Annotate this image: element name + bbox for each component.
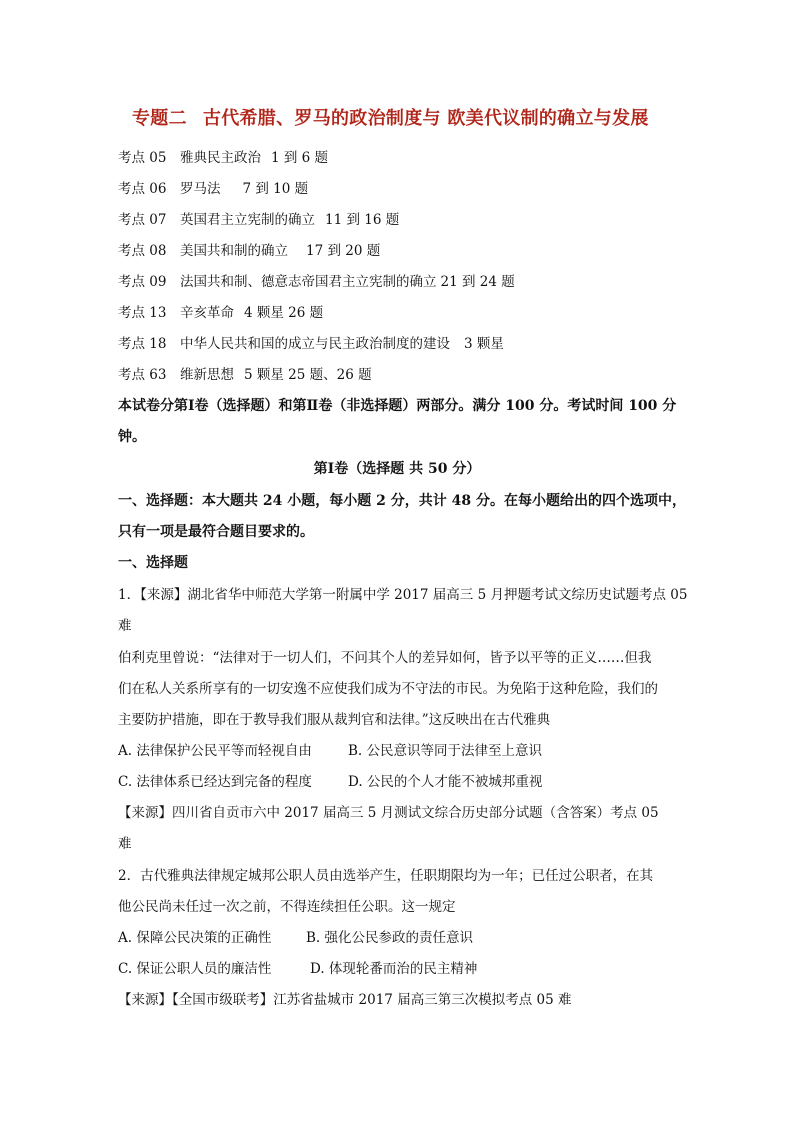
kaodian-row [118, 332, 504, 352]
kaodian-code: 考点 07 [118, 212, 167, 228]
kaodian-row [118, 177, 308, 197]
q1-option-c: C. 法律体系已经达到完备的程度 [118, 774, 312, 790]
kaodian-row [118, 363, 372, 383]
kaodian-code: 考点 08 [118, 243, 167, 259]
kaodian-range: 1 到 6 题 [271, 150, 329, 166]
q1-option-b: B. 公民意识等同于法律至上意识 [348, 743, 543, 759]
kaodian-name: 维新思想 [180, 367, 234, 383]
section-title: 第Ⅰ卷（选择题 共 50 分） [313, 461, 481, 477]
q2-option-b: B. 强化公民参政的责任意识 [306, 930, 474, 946]
q1-options-row [118, 739, 542, 759]
q2-pre-source: 【来源】四川省自贡市六中 2017 届高三 5 月测试文综合历史部分试题（含答案）考点 05 [118, 805, 659, 821]
kaodian-range: 5 颗星 25 题、26 题 [244, 367, 372, 383]
page-title [132, 104, 692, 130]
kaodian-range: 4 颗星 26 题 [244, 305, 324, 321]
kaodian-range: 11 到 16 题 [325, 212, 400, 228]
kaodian-name: 法国共和制、德意志帝国君主立宪制的确立 [180, 274, 437, 290]
kaodian-range: 21 到 24 题 [440, 274, 515, 290]
kaodian-code: 考点 63 [118, 367, 167, 383]
q1-source: 1．【来源】湖北省华中师范大学第一附属中学 2017 届高三 5 月押题考试文综历史试题考点 05 [118, 587, 688, 603]
kaodian-code: 考点 13 [118, 305, 167, 321]
kaodian-name: 雅典民主政治 [180, 150, 261, 166]
kaodian-row [118, 146, 328, 166]
kaodian-code: 考点 18 [118, 336, 167, 352]
instructions-line: 只有一项是最符合题目要求的。 [118, 524, 314, 540]
kaodian-range: 7 到 10 题 [242, 181, 309, 197]
kaodian-row [118, 239, 380, 259]
q2-pre-source-difficulty: 难 [118, 836, 132, 852]
kaodian-row [118, 270, 515, 290]
sub-heading: 一、选择题 [118, 555, 188, 571]
kaodian-range: 17 到 20 题 [306, 243, 381, 259]
q2-options-row [118, 926, 473, 946]
kaodian-name: 辛亥革命 [180, 305, 234, 321]
kaodian-row [118, 208, 399, 228]
instructions-line: 一、选择题：本大题共 24 小题，每小题 2 分，共计 48 分。在每小题给出的四个选项中， [118, 493, 686, 509]
q1-options-row [118, 770, 542, 790]
kaodian-name: 中华人民共和国的成立与民主政治制度的建设 [180, 336, 450, 352]
title-subject: 古代希腊、罗马的政治制度与 欧美代议制的确立与发展 [202, 108, 649, 129]
q2-stem: 他公民尚未任过一次之前，不得连续担任公职。这一规定 [118, 899, 456, 915]
q3-source: 【来源】【全国市级联考】江苏省盐城市 2017 届高三第三次模拟考点 05 难 [118, 992, 572, 1008]
kaodian-range: 3 颗星 [464, 336, 504, 352]
q1-option-a: A. 法律保护公民平等而轻视自由 [118, 743, 312, 759]
q2-option-d: D. 体现轮番而治的民主精神 [310, 961, 478, 977]
q2-option-c: C. 保证公职人员的廉洁性 [118, 961, 272, 977]
q2-stem: 2．古代雅典法律规定城邦公职人员由选举产生，任职期限均为一年；已任过公职者，在其 [118, 868, 654, 884]
kaodian-name: 罗马法 [180, 181, 221, 197]
q1-source-difficulty: 难 [118, 618, 132, 634]
kaodian-name: 美国共和制的确立 [180, 243, 288, 259]
kaodian-row [118, 301, 323, 321]
kaodian-code: 考点 06 [118, 181, 167, 197]
kaodian-code: 考点 09 [118, 274, 167, 290]
kaodian-name: 英国君主立宪制的确立 [180, 212, 315, 228]
title-topic: 专题二 [132, 108, 187, 129]
intro-line: 本试卷分第Ⅰ卷（选择题）和第Ⅱ卷（非选择题）两部分。满分 100 分。考试时间 100 分 [118, 398, 677, 414]
q2-options-row [118, 957, 477, 977]
kaodian-code: 考点 05 [118, 150, 167, 166]
intro-line: 钟。 [118, 429, 146, 445]
q2-option-a: A. 保障公民决策的正确性 [118, 930, 272, 946]
q1-stem: 主要防护措施，即在于教导我们服从裁判官和法律。”这反映出在古代雅典 [118, 712, 551, 728]
q1-stem: 伯利克里曾说：“法律对于一切人们，不问其个人的差异如何，皆予以平等的正义……但我 [118, 650, 652, 666]
q1-option-d: D. 公民的个人才能不被城邦重视 [348, 774, 543, 790]
q1-stem: 们在私人关系所享有的一切安逸不应使我们成为不守法的市民。为免陷于这种危险，我们的 [118, 681, 658, 697]
